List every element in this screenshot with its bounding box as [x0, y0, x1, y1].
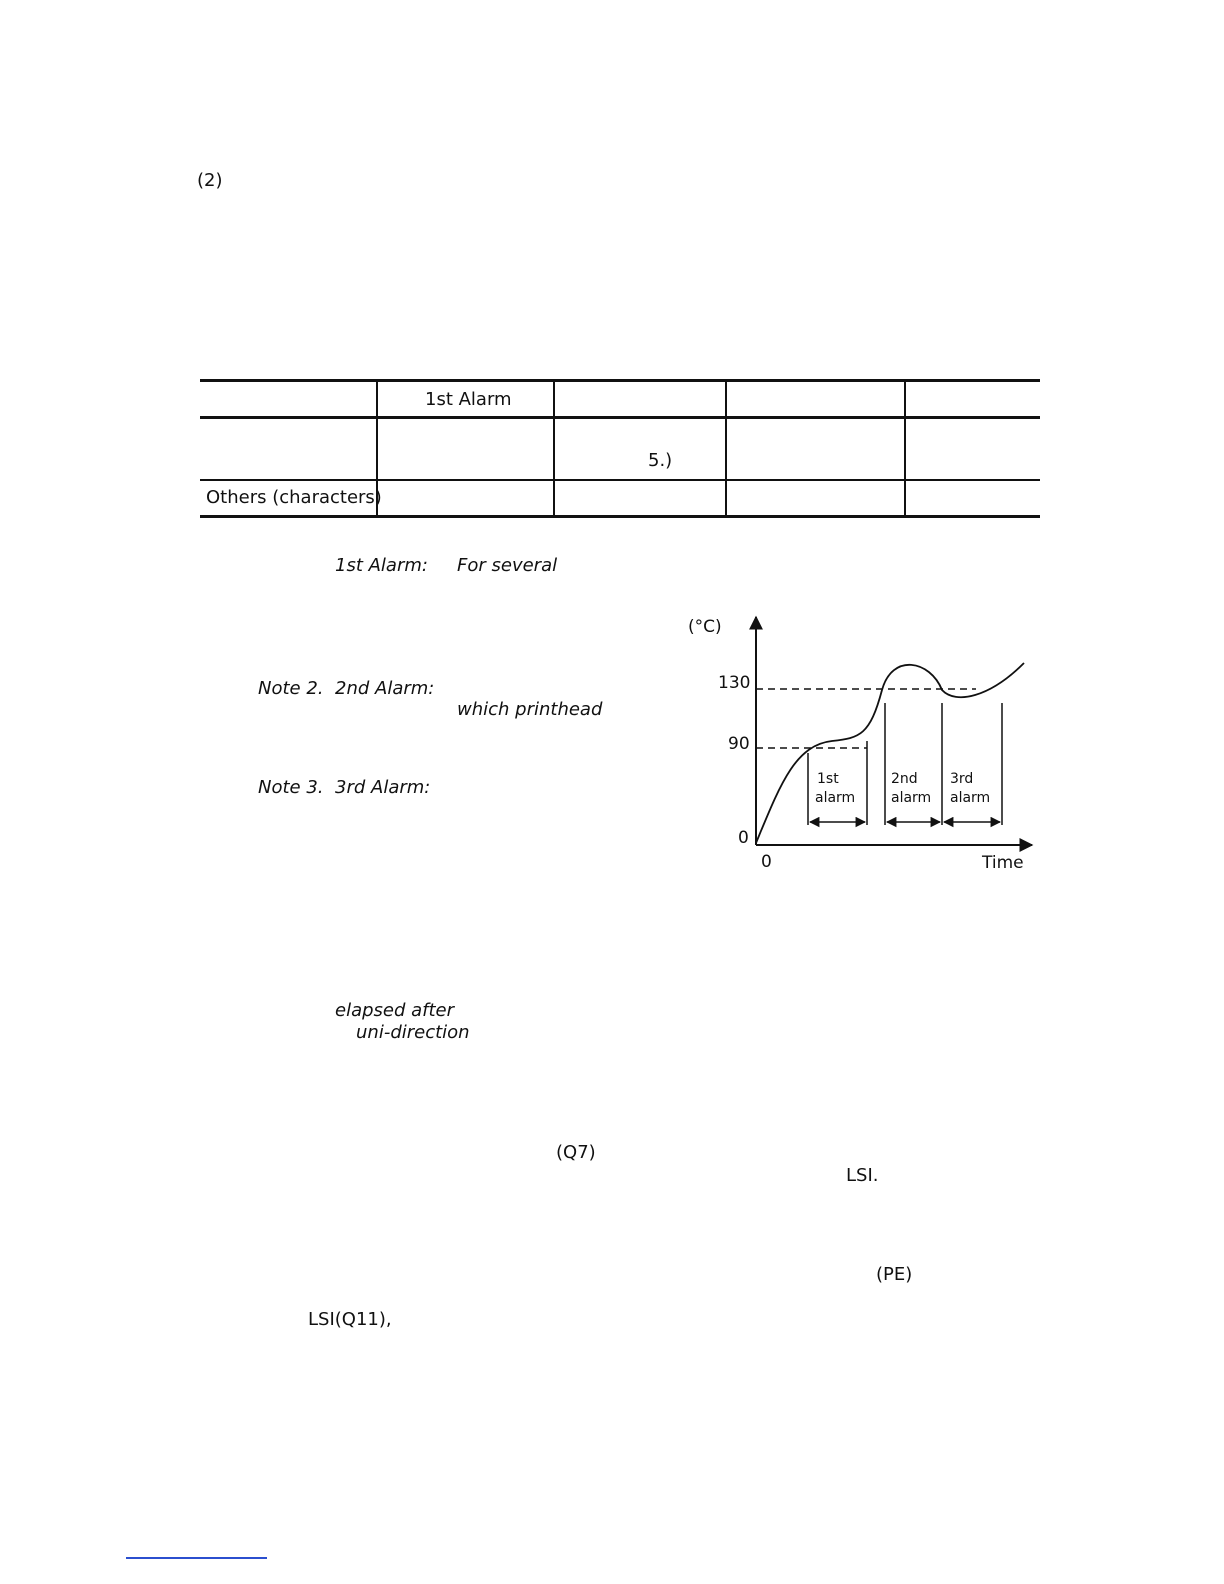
fragment-elapsed-after: elapsed after — [335, 1000, 455, 1021]
alarm-table — [200, 379, 1040, 519]
note2-text: which printhead — [457, 699, 603, 720]
table-header-1st-alarm: 1st Alarm — [425, 389, 512, 410]
fragment-lsi: LSI. — [846, 1165, 879, 1186]
temperature-curve — [756, 663, 1024, 843]
note2-label: 2nd Alarm: — [335, 678, 435, 699]
section-number: (2) — [197, 170, 223, 191]
footnote-rule — [126, 1557, 267, 1559]
y-tick-0: 0 — [738, 828, 749, 848]
note3-label: 3rd Alarm: — [335, 777, 431, 798]
note1-label: 1st Alarm: — [335, 555, 428, 576]
alarm2-label-line1: 2nd — [891, 771, 918, 787]
note3-number: Note 3. — [258, 777, 324, 798]
alarm3-label-line2: alarm — [950, 790, 991, 806]
fragment-lsi-q11: LSI(Q11), — [308, 1309, 392, 1330]
table-row-label-others: Others (characters) — [206, 487, 382, 508]
note1-text: For several — [457, 555, 558, 576]
fragment-q7: (Q7) — [556, 1142, 596, 1163]
temperature-alarm-figure — [660, 605, 1060, 895]
alarm2-label-line2: alarm — [891, 790, 932, 806]
y-axis-unit: (°C) — [688, 617, 722, 637]
y-tick-130: 130 — [718, 673, 751, 693]
table-cell-note-ref: 5.) — [648, 450, 673, 471]
alarm1-label-line2: alarm — [815, 790, 856, 806]
alarm1-label-line1: 1st — [817, 771, 839, 787]
note2-number: Note 2. — [258, 678, 324, 699]
fragment-pe: (PE) — [876, 1264, 913, 1285]
x-tick-0: 0 — [761, 852, 772, 872]
fragment-uni-direction: uni-direction — [356, 1022, 470, 1043]
alarm3-label-line1: 3rd — [950, 771, 974, 787]
y-tick-90: 90 — [728, 734, 750, 754]
x-axis-label: Time — [982, 853, 1024, 873]
